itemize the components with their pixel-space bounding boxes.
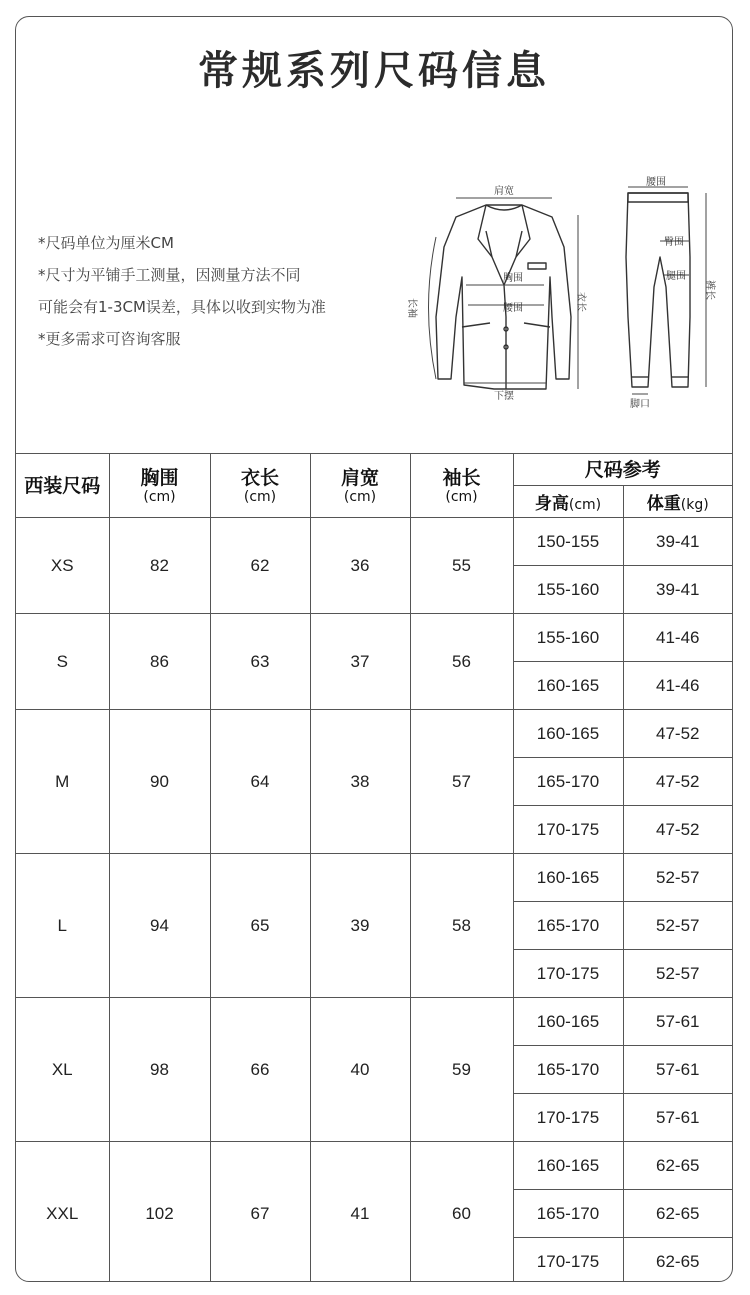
- cell-ref-height: 170-175: [513, 950, 623, 998]
- cell-chest: 98: [109, 998, 210, 1142]
- cell-size: XS: [16, 518, 109, 614]
- cell-ref-height: 160-165: [513, 1142, 623, 1190]
- cell-ref-height: 165-170: [513, 758, 623, 806]
- cell-ref-weight: 62-65: [623, 1190, 732, 1238]
- cell-ref-height: 165-170: [513, 1190, 623, 1238]
- cell-chest: 86: [109, 614, 210, 710]
- cell-shoulder: 40: [310, 998, 410, 1142]
- cell-length: 66: [210, 998, 310, 1142]
- cell-size: L: [16, 854, 109, 998]
- header-height: 身高(cm): [513, 486, 623, 518]
- cell-ref-height: 165-170: [513, 902, 623, 950]
- cell-ref-height: 150-155: [513, 518, 623, 566]
- cell-sleeve: 60: [410, 1142, 513, 1283]
- garment-measure-diagram: [16, 17, 733, 437]
- page-title: 常规系列尺码信息: [198, 48, 550, 94]
- cell-ref-height: 155-160: [513, 566, 623, 614]
- table-row: [16, 710, 732, 758]
- cell-ref-height: 160-165: [513, 998, 623, 1046]
- header-sleeve: 袖长 (cm): [410, 454, 513, 518]
- cell-ref-height: 170-175: [513, 806, 623, 854]
- cell-size: M: [16, 710, 109, 854]
- cell-size: S: [16, 614, 109, 710]
- label-thigh: 腿围: [666, 271, 686, 282]
- label-sleeve: 长袖: [406, 298, 417, 318]
- header-weight: 体重(kg): [623, 486, 732, 518]
- cell-ref-weight: 41-46: [623, 614, 732, 662]
- table-row: [16, 518, 732, 566]
- cell-ref-height: 160-165: [513, 662, 623, 710]
- header-size: 西装尺码: [16, 454, 109, 518]
- cell-sleeve: 57: [410, 710, 513, 854]
- cell-sleeve: 56: [410, 614, 513, 710]
- table-row: [16, 998, 732, 1046]
- note-measure: *尺寸为平铺手工测量，因测量方法不同: [38, 266, 301, 284]
- cell-ref-weight: 47-52: [623, 806, 732, 854]
- note-unit: *尺码单位为厘米CM: [38, 234, 174, 252]
- header-chest: 胸围 (cm): [109, 454, 210, 518]
- cell-ref-height: 165-170: [513, 1046, 623, 1094]
- cell-ref-height: 170-175: [513, 1238, 623, 1283]
- cell-ref-weight: 57-61: [623, 998, 732, 1046]
- cell-shoulder: 39: [310, 854, 410, 998]
- cell-shoulder: 38: [310, 710, 410, 854]
- header-shoulder: 肩宽 (cm): [310, 454, 410, 518]
- cell-chest: 94: [109, 854, 210, 998]
- cell-sleeve: 58: [410, 854, 513, 998]
- cell-ref-weight: 62-65: [623, 1238, 732, 1283]
- cell-ref-weight: 39-41: [623, 566, 732, 614]
- cell-sleeve: 59: [410, 998, 513, 1142]
- label-length: 衣长: [575, 292, 586, 312]
- trousers-outline-icon: [626, 193, 690, 387]
- cell-ref-height: 155-160: [513, 614, 623, 662]
- table-row: [16, 614, 732, 662]
- cell-ref-weight: 57-61: [623, 1046, 732, 1094]
- cell-size: XL: [16, 998, 109, 1142]
- cell-length: 64: [210, 710, 310, 854]
- cell-ref-weight: 47-52: [623, 710, 732, 758]
- cell-ref-weight: 52-57: [623, 950, 732, 998]
- label-waist: 腰围: [503, 303, 523, 314]
- cell-length: 67: [210, 1142, 310, 1283]
- cell-ref-weight: 47-52: [623, 758, 732, 806]
- cell-shoulder: 41: [310, 1142, 410, 1283]
- cell-ref-height: 160-165: [513, 710, 623, 758]
- cell-ref-height: 160-165: [513, 854, 623, 902]
- label-hip: 臀围: [664, 237, 684, 248]
- label-ankle: 脚口: [630, 399, 650, 410]
- cell-length: 65: [210, 854, 310, 998]
- cell-chest: 82: [109, 518, 210, 614]
- label-chest: 胸围: [503, 273, 523, 284]
- cell-length: 63: [210, 614, 310, 710]
- cell-chest: 102: [109, 1142, 210, 1283]
- label-pant-length: 裤长: [704, 280, 715, 300]
- table-row: [16, 854, 732, 902]
- table-row: [16, 1142, 732, 1190]
- size-chart-card: [15, 16, 733, 1282]
- cell-shoulder: 36: [310, 518, 410, 614]
- cell-ref-weight: 52-57: [623, 902, 732, 950]
- cell-size: XXL: [16, 1142, 109, 1283]
- label-hem: 下摆: [494, 391, 514, 402]
- cell-sleeve: 55: [410, 518, 513, 614]
- header-reference: 尺码参考: [513, 454, 732, 486]
- header-length: 衣长 (cm): [210, 454, 310, 518]
- note-error: 可能会有1-3CM误差，具体以收到实物为准: [38, 298, 326, 316]
- cell-ref-height: 170-175: [513, 1094, 623, 1142]
- label-pant-waist: 腰围: [646, 177, 666, 188]
- label-shoulder: 肩宽: [494, 186, 514, 197]
- size-table: [16, 453, 732, 1282]
- jacket-outline-icon: [436, 205, 571, 389]
- cell-shoulder: 37: [310, 614, 410, 710]
- cell-ref-weight: 57-61: [623, 1094, 732, 1142]
- cell-ref-weight: 39-41: [623, 518, 732, 566]
- cell-chest: 90: [109, 710, 210, 854]
- note-service: *更多需求可咨询客服: [38, 330, 181, 348]
- cell-length: 62: [210, 518, 310, 614]
- cell-ref-weight: 41-46: [623, 662, 732, 710]
- cell-ref-weight: 62-65: [623, 1142, 732, 1190]
- cell-ref-weight: 52-57: [623, 854, 732, 902]
